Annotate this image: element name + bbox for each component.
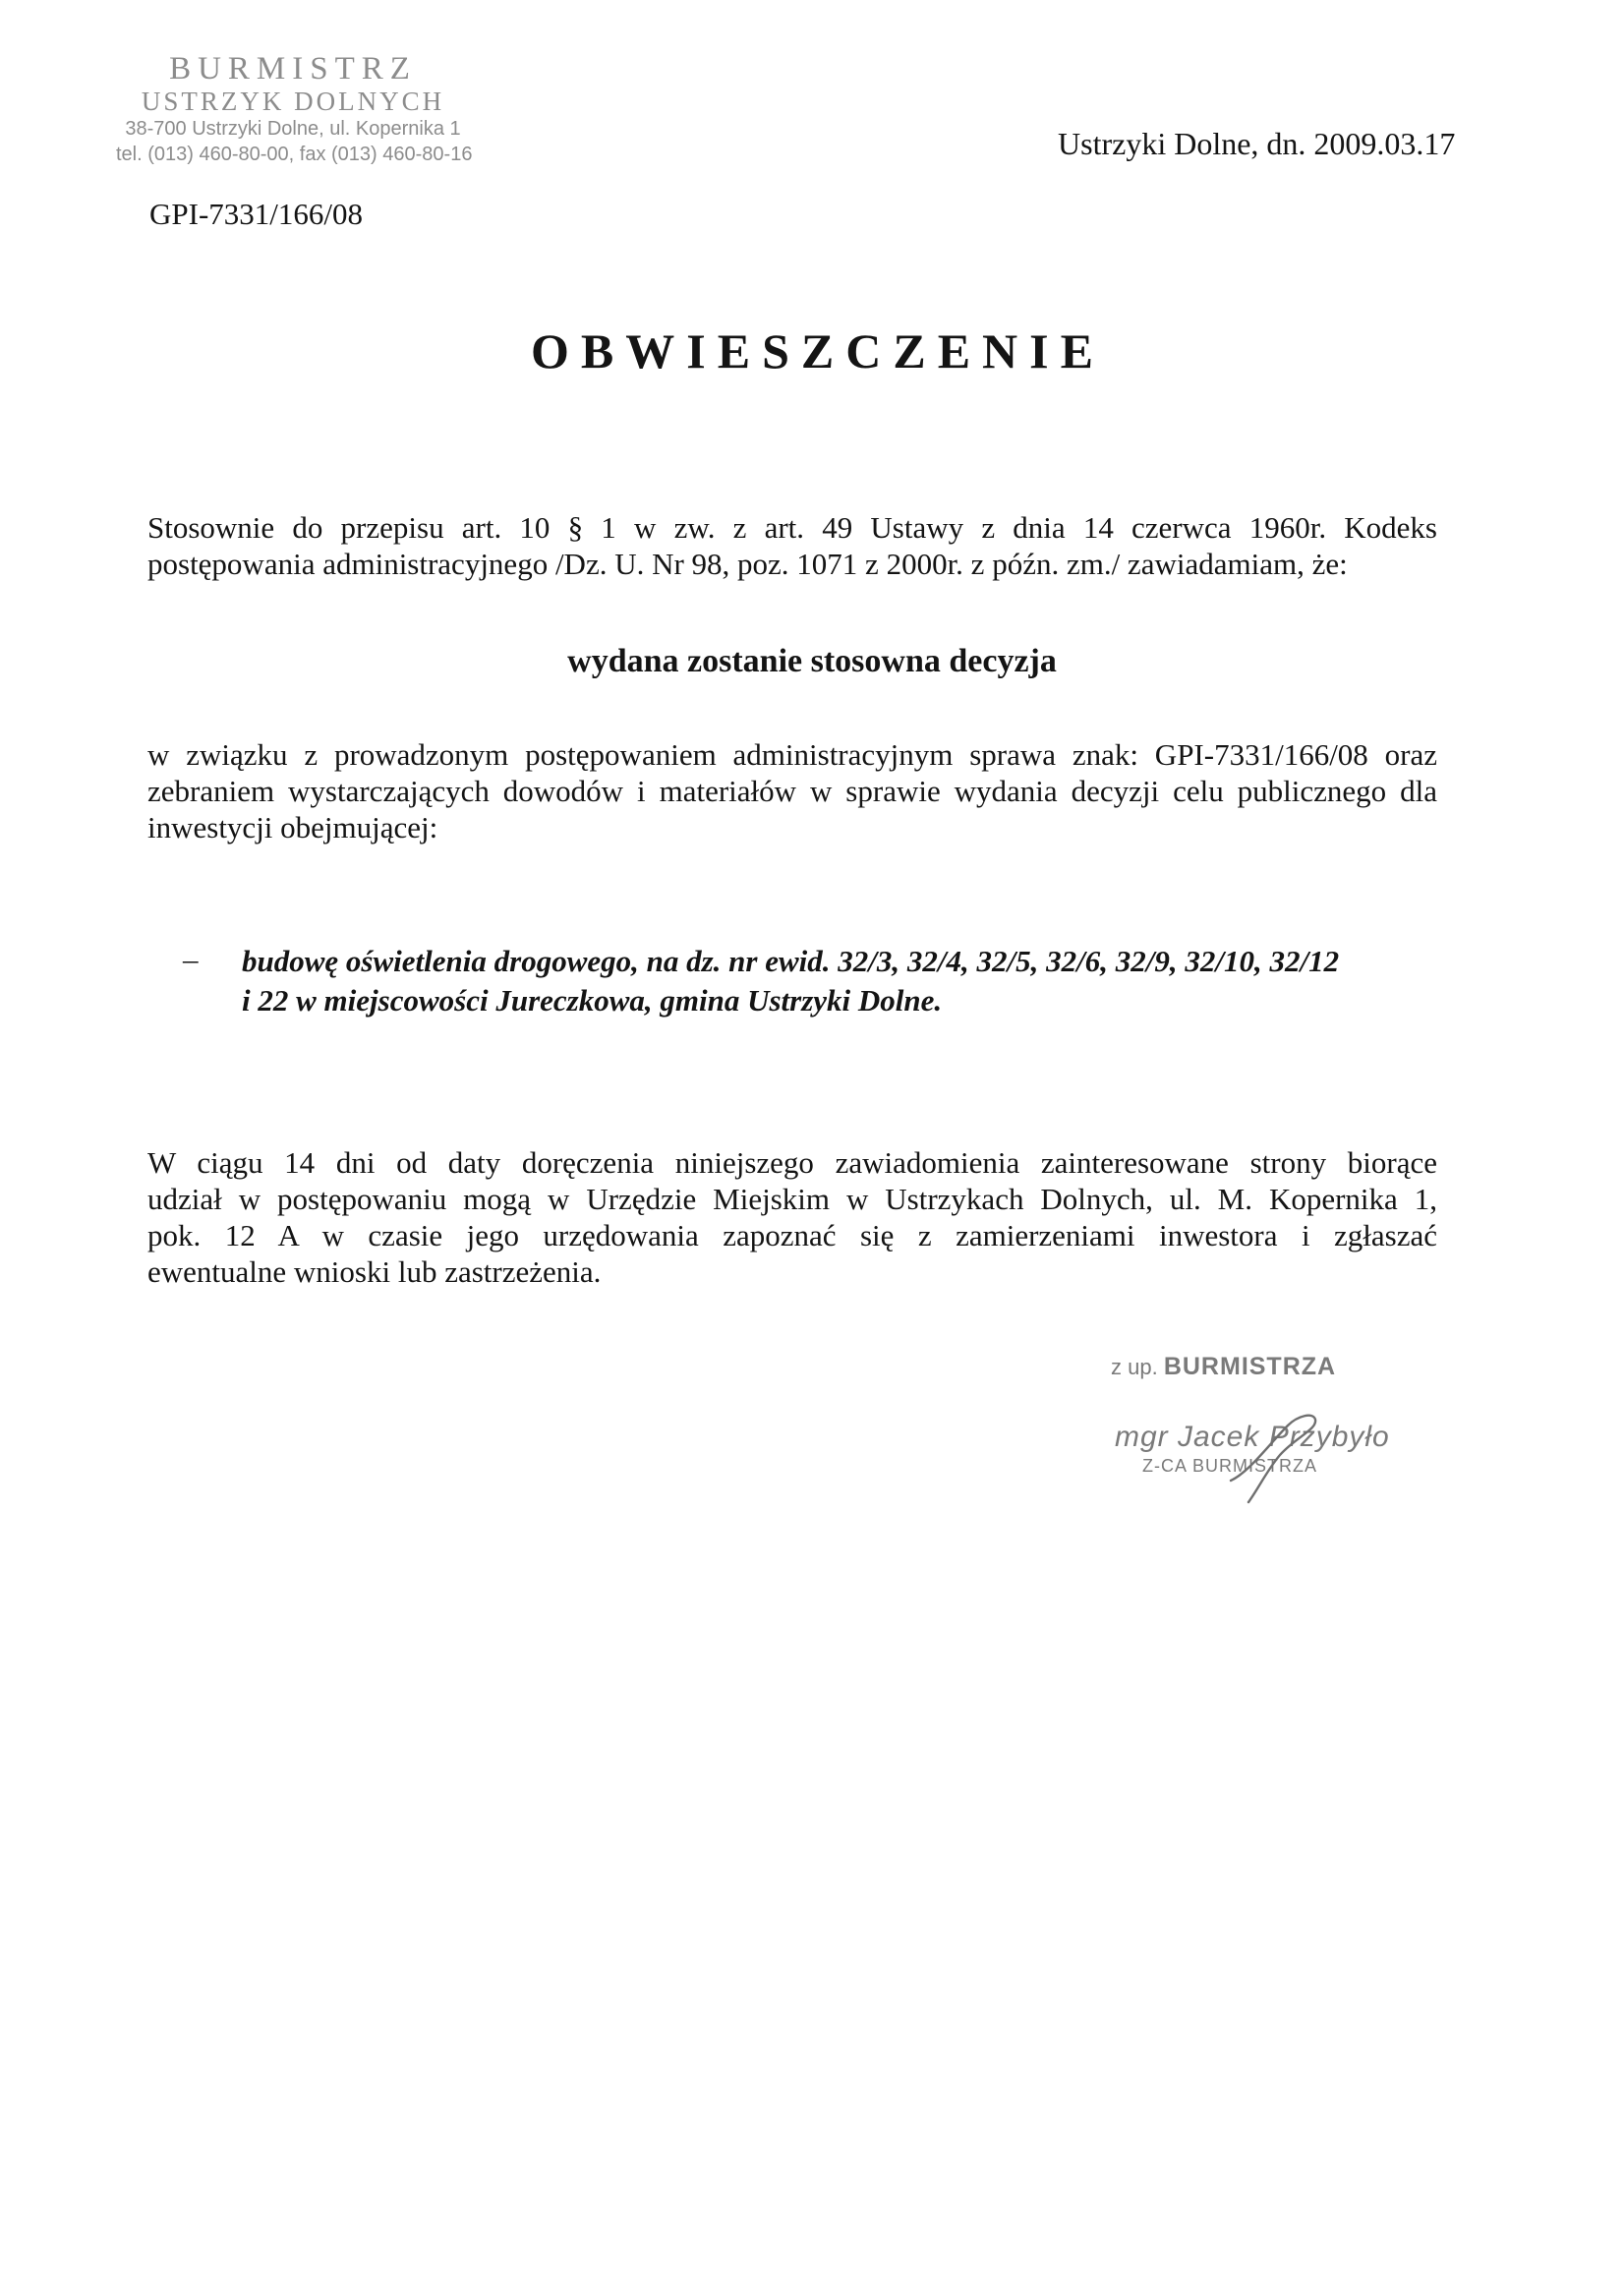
intro-paragraph: [147, 509, 1437, 582]
context-paragraph: [147, 736, 1437, 845]
signature-authority: [1111, 1353, 1435, 1381]
signature-authority-name: BURMISTRZA: [1163, 1353, 1337, 1380]
info-line: ewentualne wnioski lub zastrzeżenia.: [147, 1254, 602, 1289]
info-line: udział w postępowaniu mogą w Urzędzie Miejskim w Ustrzykach Dolnych, ul. M. Kopernika 1,: [147, 1182, 1437, 1216]
office-title: BURMISTRZ: [169, 51, 417, 87]
list-item-dash: –: [183, 942, 199, 976]
signatory-role: Z-CA BURMISTRZA: [1142, 1456, 1318, 1476]
place-date: Ustrzyki Dolne, dn. 2009.03.17: [1058, 126, 1456, 161]
handwritten-signature-icon: [1219, 1404, 1366, 1512]
notice-heading: wydana zostanie stosowna decyzja: [567, 643, 1057, 679]
info-line: pok. 12 A w czasie jego urzędowania zapoznać się z zamierzeniami inwestora i zgłaszać: [147, 1218, 1437, 1252]
info-line: W ciągu 14 dni od daty doręczenia niniejszego zawiadomienia zainteresowane strony biorące: [147, 1145, 1437, 1180]
document-title: OBWIESZCZENIE: [531, 323, 1105, 378]
office-subtitle: USTRZYK DOLNYCH: [141, 87, 445, 116]
info-paragraph: [147, 1144, 1437, 1290]
investment-item: [242, 942, 1441, 1020]
context-line: w związku z prowadzonym postępowaniem administracyjnym sprawa znak: GPI-7331/166/08 oraz: [147, 737, 1437, 772]
office-stamp: [116, 51, 473, 167]
signature-prefix: z up.: [1111, 1355, 1158, 1379]
office-address: 38-700 Ustrzyki Dolne, ul. Kopernika 1: [125, 118, 461, 140]
intro-line: Stosownie do przepisu art. 10 § 1 w zw. z art. 49 Ustawy z dnia 14 czerwca 1960r. Kodeks: [147, 510, 1437, 545]
investment-line: i 22 w miejscowości Jureczkowa, gmina Ustrzyki Dolne.: [242, 983, 943, 1018]
signatory-name: mgr Jacek Przybyło: [1115, 1421, 1390, 1453]
investment-line: budowę oświetlenia drogowego, na dz. nr ewid. 32/3, 32/4, 32/5, 32/6, 32/9, 32/10, 32/12: [242, 944, 1340, 978]
office-contact: tel. (013) 460-80-00, fax (013) 460-80-16: [116, 144, 473, 165]
case-number: GPI-7331/166/08: [149, 197, 363, 231]
intro-line: postępowania administracyjnego /Dz. U. Nr 98, poz. 1071 z 2000r. z późn. zm./ zawiadamiam, że:: [147, 547, 1348, 581]
context-line: inwestycji obejmującej:: [147, 810, 438, 844]
context-line: zebraniem wystarczających dowodów i materiałów w sprawie wydania decyzji celu publicznego dla: [147, 774, 1437, 808]
